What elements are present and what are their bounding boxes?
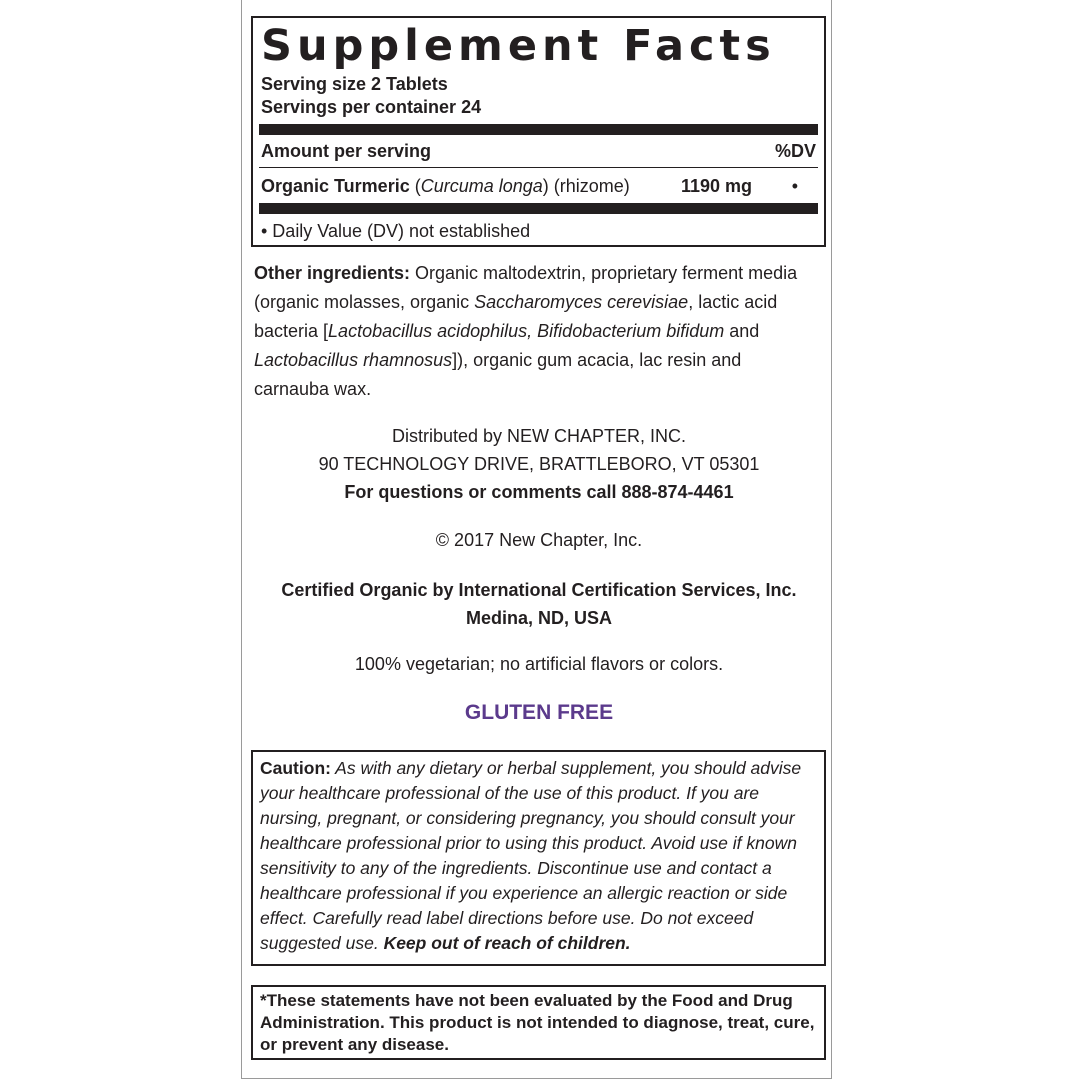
certification-line-1: Certified Organic by International Certification Services, Inc. (281, 580, 797, 600)
vegetarian-statement: 100% vegetarian; no artificial flavors or colors. (354, 654, 724, 674)
ingredient-paren-open: ( (409, 176, 421, 196)
ingredient-part: ) (rhizome) (542, 176, 630, 196)
fda-disclaimer: *These statements have not been evaluated by the Food and Drug Administration. This product is not intended to diagnose, treat, cure, or prevent any disease. (251, 985, 826, 1060)
thick-rule-top (259, 124, 818, 135)
other-ingredients-text: and (724, 321, 760, 341)
ingredient-row (261, 175, 816, 197)
dv-header: %DV (774, 141, 816, 161)
caution-box (251, 750, 826, 966)
other-ingredients-label: Other ingredients: (254, 263, 411, 283)
other-ingredients-text: , lactic acid bacteria [ (254, 292, 778, 341)
supplement-facts-panel (251, 16, 826, 247)
copyright: © 2017 New Chapter, Inc. (435, 530, 643, 550)
other-ingredients (254, 259, 814, 404)
latin-name: Saccharomyces cerevisiae (474, 292, 689, 312)
latin-name: Lactobacillus acidophilus, Bifidobacterium bifidum (328, 321, 725, 341)
serving-size: Serving size 2 Tablets (261, 74, 448, 94)
caution-label: Caution: (260, 758, 331, 778)
keep-out-of-reach: Keep out of reach of children. (383, 933, 631, 953)
other-ingredients-text: ]), organic gum acacia, lac resin and carnauba wax. (254, 350, 742, 399)
caution-text: As with any dietary or herbal supplement, you should advise your healthcare professional of the use of this product. If you are nursing, pregnant, or considering pregnancy, you should consult your healthcare professional prior to using this product. Avoid use if known sensitivity to any of the ingredients. Discontinue use and contact a healthcare professional if you experience an allergic reaction or side effect. Carefully read label directions before use. Do not exceed suggested use. (260, 758, 802, 953)
thin-rule (259, 167, 818, 168)
other-ingredients-text: Organic maltodextrin, proprietary ferment media (organic molasses, organic (254, 263, 798, 312)
servings-per-container: Servings per container 24 (261, 97, 482, 117)
distributor-address: 90 TECHNOLOGY DRIVE, BRATTLEBORO, VT 05301 (318, 454, 760, 474)
thick-rule-bottom (259, 203, 818, 214)
dv-footnote: • Daily Value (DV) not established (261, 221, 531, 241)
ingredient-name: Organic Turmeric (261, 176, 410, 196)
supplement-facts-title: Supplement Facts (261, 21, 776, 71)
latin-name: Lactobacillus rhamnosus (254, 350, 453, 370)
amount-header-row (261, 140, 816, 162)
distributor-line-1: Distributed by NEW CHAPTER, INC. (391, 426, 687, 446)
contact-phone: For questions or comments call 888-874-4461 (344, 482, 734, 502)
gluten-free-badge: GLUTEN FREE (464, 701, 614, 724)
ingredient-amount: 1190 mg (681, 176, 753, 196)
amount-per-serving-label: Amount per serving (261, 141, 432, 161)
certification-line-2: Medina, ND, USA (465, 608, 612, 628)
ingredient-dv: • (791, 176, 798, 196)
ingredient-latin-name: Curcuma longa (420, 176, 543, 196)
